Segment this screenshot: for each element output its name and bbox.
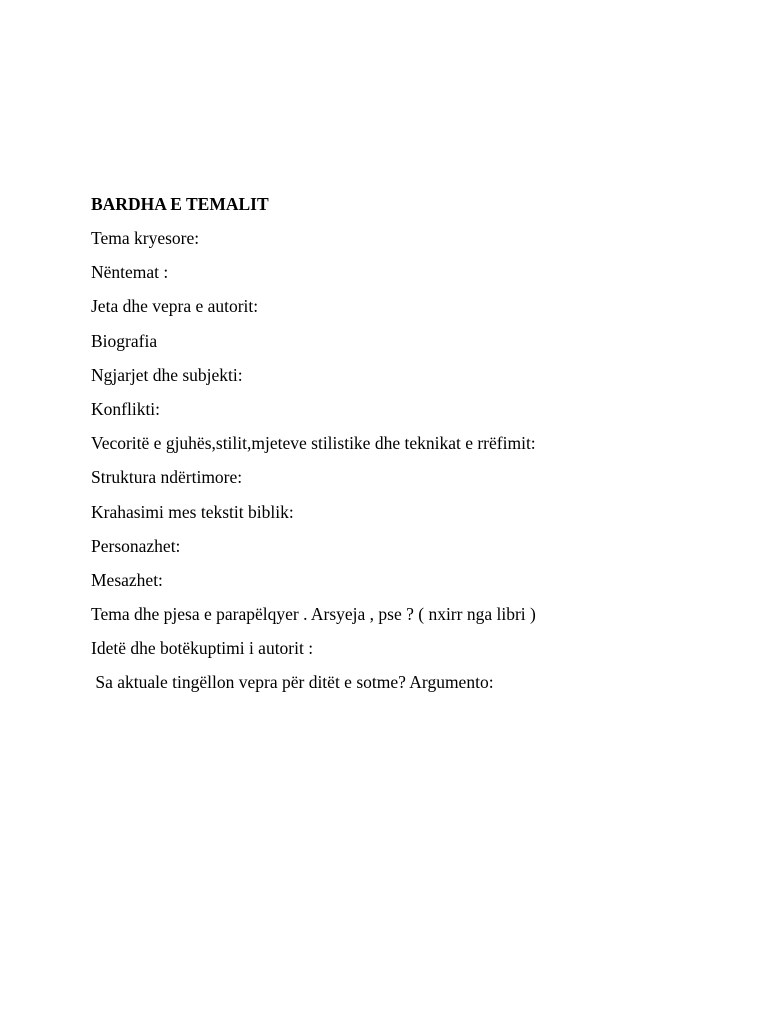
line-tema-kryesore: Tema kryesore: [91, 228, 200, 248]
document-body [91, 194, 711, 707]
line-tema-dhe-pjesa: Tema dhe pjesa e parapëlqyer . Arsyeja , pse ? ( nxirr nga libri ) [91, 604, 536, 625]
line-mesazhet: Mesazhet: [91, 569, 163, 590]
line-biografia: Biografia [91, 330, 158, 351]
line-aktualiteti: Sa aktuale tingëllon vepra për ditët e sotme? Argumento: [91, 672, 494, 693]
line-nentemat: Nëntemat : [91, 262, 169, 283]
line-konflikti: Konflikti: [91, 398, 161, 419]
line-personazhet: Personazhet: [91, 535, 181, 556]
line-vecorite: Vecoritë e gjuhës,stilit,mjeteve stilistike dhe teknikat e rrëfimit: [91, 433, 536, 454]
line-krahasimi: Krahasimi mes tekstit biblik: [91, 501, 294, 522]
line-ngjarjet: Ngjarjet dhe subjekti: [91, 364, 243, 385]
document-title: BARDHA E TEMALIT [91, 194, 269, 214]
line-jeta-dhe-vepra: Jeta dhe vepra e autorit: [91, 296, 259, 317]
line-idete: Idetë dhe botëkuptimi i autorit : [91, 638, 314, 659]
line-struktura: Struktura ndërtimore: [91, 467, 243, 488]
